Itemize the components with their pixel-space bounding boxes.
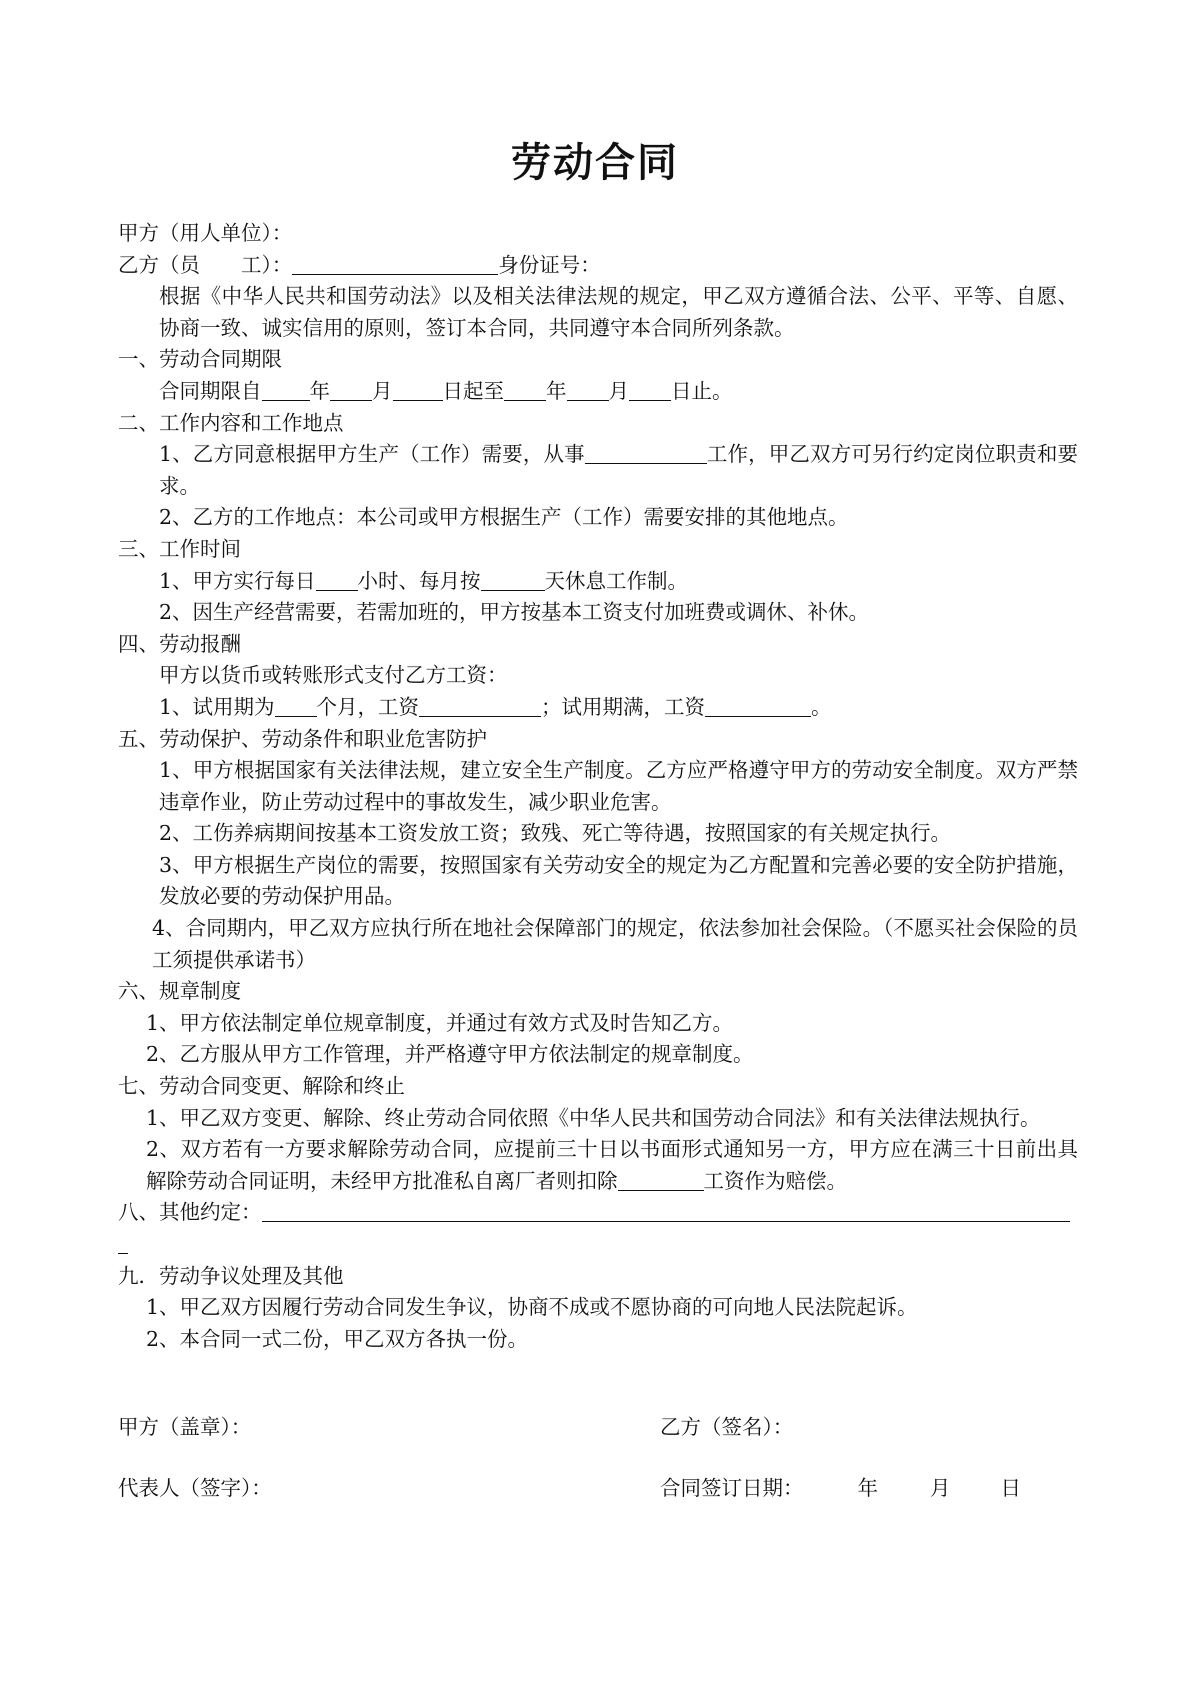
section-8-line: 八、其他约定： (118, 1197, 1078, 1229)
section-4-heading: 四、劳动报酬 (118, 631, 241, 656)
other-terms-field-end[interactable] (118, 1231, 128, 1254)
section-2-heading: 二、工作内容和工作地点 (118, 410, 344, 435)
intro-paragraph: 根据《中华人民共和国劳动法》以及相关法律法规的规定，甲乙双方遵循合法、公平、平等、自愿、协商一致、诚实信用的原则，签订本合同，共同遵守本合同所列条款。 (159, 284, 1078, 340)
representative-label: 代表人（签字）： (118, 1476, 272, 1500)
section-7-heading: 七、劳动合同变更、解除和终止 (118, 1074, 405, 1099)
work-hours-line: 1、甲方实行每日 小时、每月按 天休息工作制。 (159, 568, 689, 593)
rules-paragraph-2: 2、乙方服从甲方工作管理，并严格遵守甲方依法制定的规章制度。 (146, 1042, 754, 1067)
end-year-field[interactable] (504, 378, 546, 401)
deduction-field[interactable] (618, 1168, 704, 1191)
other-terms-field[interactable] (262, 1199, 1070, 1222)
work-location-paragraph: 2、乙方的工作地点：本公司或甲方根据生产（工作）需要安排的其他地点。 (159, 505, 849, 530)
safety-paragraph-3: 3、甲方根据生产岗位的需要，按照国家有关劳动安全的规定为乙方配置和完善必要的安全防护措施，发放必要的劳动保护用品。 (159, 852, 1078, 909)
regular-salary-field[interactable] (705, 694, 811, 717)
dispute-paragraph-1: 1、甲乙双方因履行劳动合同发生争议，协商不成或不愿协商的可向地人民法院起诉。 (146, 1295, 918, 1320)
sign-date-label: 合同签订日期： (660, 1476, 804, 1500)
contract-body (118, 218, 1078, 1355)
start-year-field[interactable] (262, 378, 310, 401)
section-9-heading: 九．劳动争议处理及其他 (118, 1263, 344, 1288)
end-day-field[interactable] (629, 378, 671, 401)
termination-paragraph-1: 1、甲乙双方变更、解除、终止劳动合同依照《中华人民共和国劳动合同法》和有关法律法规执行。 (146, 1105, 1041, 1130)
probation-months-field[interactable] (275, 694, 317, 717)
safety-paragraph-4: 4、合同期内，甲乙双方应执行所在地社会保障部门的规定，依法参加社会保险。（不愿买社会保险的员工须提供承诺书） (152, 916, 1078, 972)
rules-paragraph-1: 1、甲方依法制定单位规章制度，并通过有效方式及时告知乙方。 (146, 1010, 734, 1035)
contract-term-line: 合同期限自 年 月 日起至 年 月 日止。 (159, 378, 733, 403)
monthly-rest-days-field[interactable] (481, 568, 545, 591)
safety-paragraph-1: 1、甲方根据国家有关法律法规，建立安全生产制度。乙方应严格遵守甲方的劳动安全制度。双方严禁违章作业，防止劳动过程中的事故发生，减少职业危害。 (159, 758, 1078, 814)
sign-year-label: 年 (857, 1476, 878, 1500)
dispute-paragraph-2: 2、本合同一式二份，甲乙双方各执一份。 (146, 1326, 529, 1351)
section-5-heading: 五、劳动保护、劳动条件和职业危害防护 (118, 726, 487, 751)
sign-date-line (660, 1473, 1021, 1505)
party-a-line: 甲方（用人单位）： (118, 221, 293, 245)
sign-day-label: 日 (1000, 1476, 1021, 1500)
section-6-heading: 六、规章制度 (118, 979, 241, 1004)
probation-salary-field[interactable] (419, 694, 541, 717)
section-3-heading: 三、工作时间 (118, 536, 241, 561)
other-terms-continuation (118, 1229, 1078, 1261)
job-content-paragraph: 1、乙方同意根据甲方生产（工作）需要，从事 工作，甲乙双方可另行约定岗位职责和要求。 (159, 442, 1079, 498)
end-month-field[interactable] (567, 378, 609, 401)
party-b-line: 乙方（员 工）： 身份证号： (118, 252, 601, 277)
party-b-sign-label: 乙方（签名）： (660, 1415, 794, 1439)
sign-month-label: 月 (930, 1476, 951, 1500)
party-a-seal-label: 甲方（盖章）： (118, 1415, 252, 1439)
overtime-paragraph: 2、因生产经营需要，若需加班的，甲方按基本工资支付加班费或调休、补休。 (159, 600, 870, 625)
document-title: 劳动合同 (511, 139, 679, 186)
salary-line: 1、试用期为 个月，工资 ；试用期满，工资 。 (159, 694, 832, 719)
payment-method-paragraph: 甲方以货币或转账形式支付乙方工资： (159, 663, 508, 688)
start-month-field[interactable] (330, 378, 372, 401)
employee-name-field[interactable] (292, 252, 498, 275)
termination-paragraph-2: 2、双方若有一方要求解除劳动合同，应提前三十日以书面形式通知另一方，甲方应在满三十日前出具解除劳动合同证明，未经甲方批准私自离厂者则扣除 工资作为赔偿。 (146, 1137, 1078, 1193)
start-day-field[interactable] (393, 378, 443, 401)
job-title-field[interactable] (585, 441, 707, 464)
safety-paragraph-2: 2、工伤养病期间按基本工资发放工资；致残、死亡等待遇，按照国家的有关规定执行。 (159, 821, 952, 846)
daily-hours-field[interactable] (316, 568, 358, 591)
section-1-heading: 一、劳动合同期限 (118, 347, 282, 372)
